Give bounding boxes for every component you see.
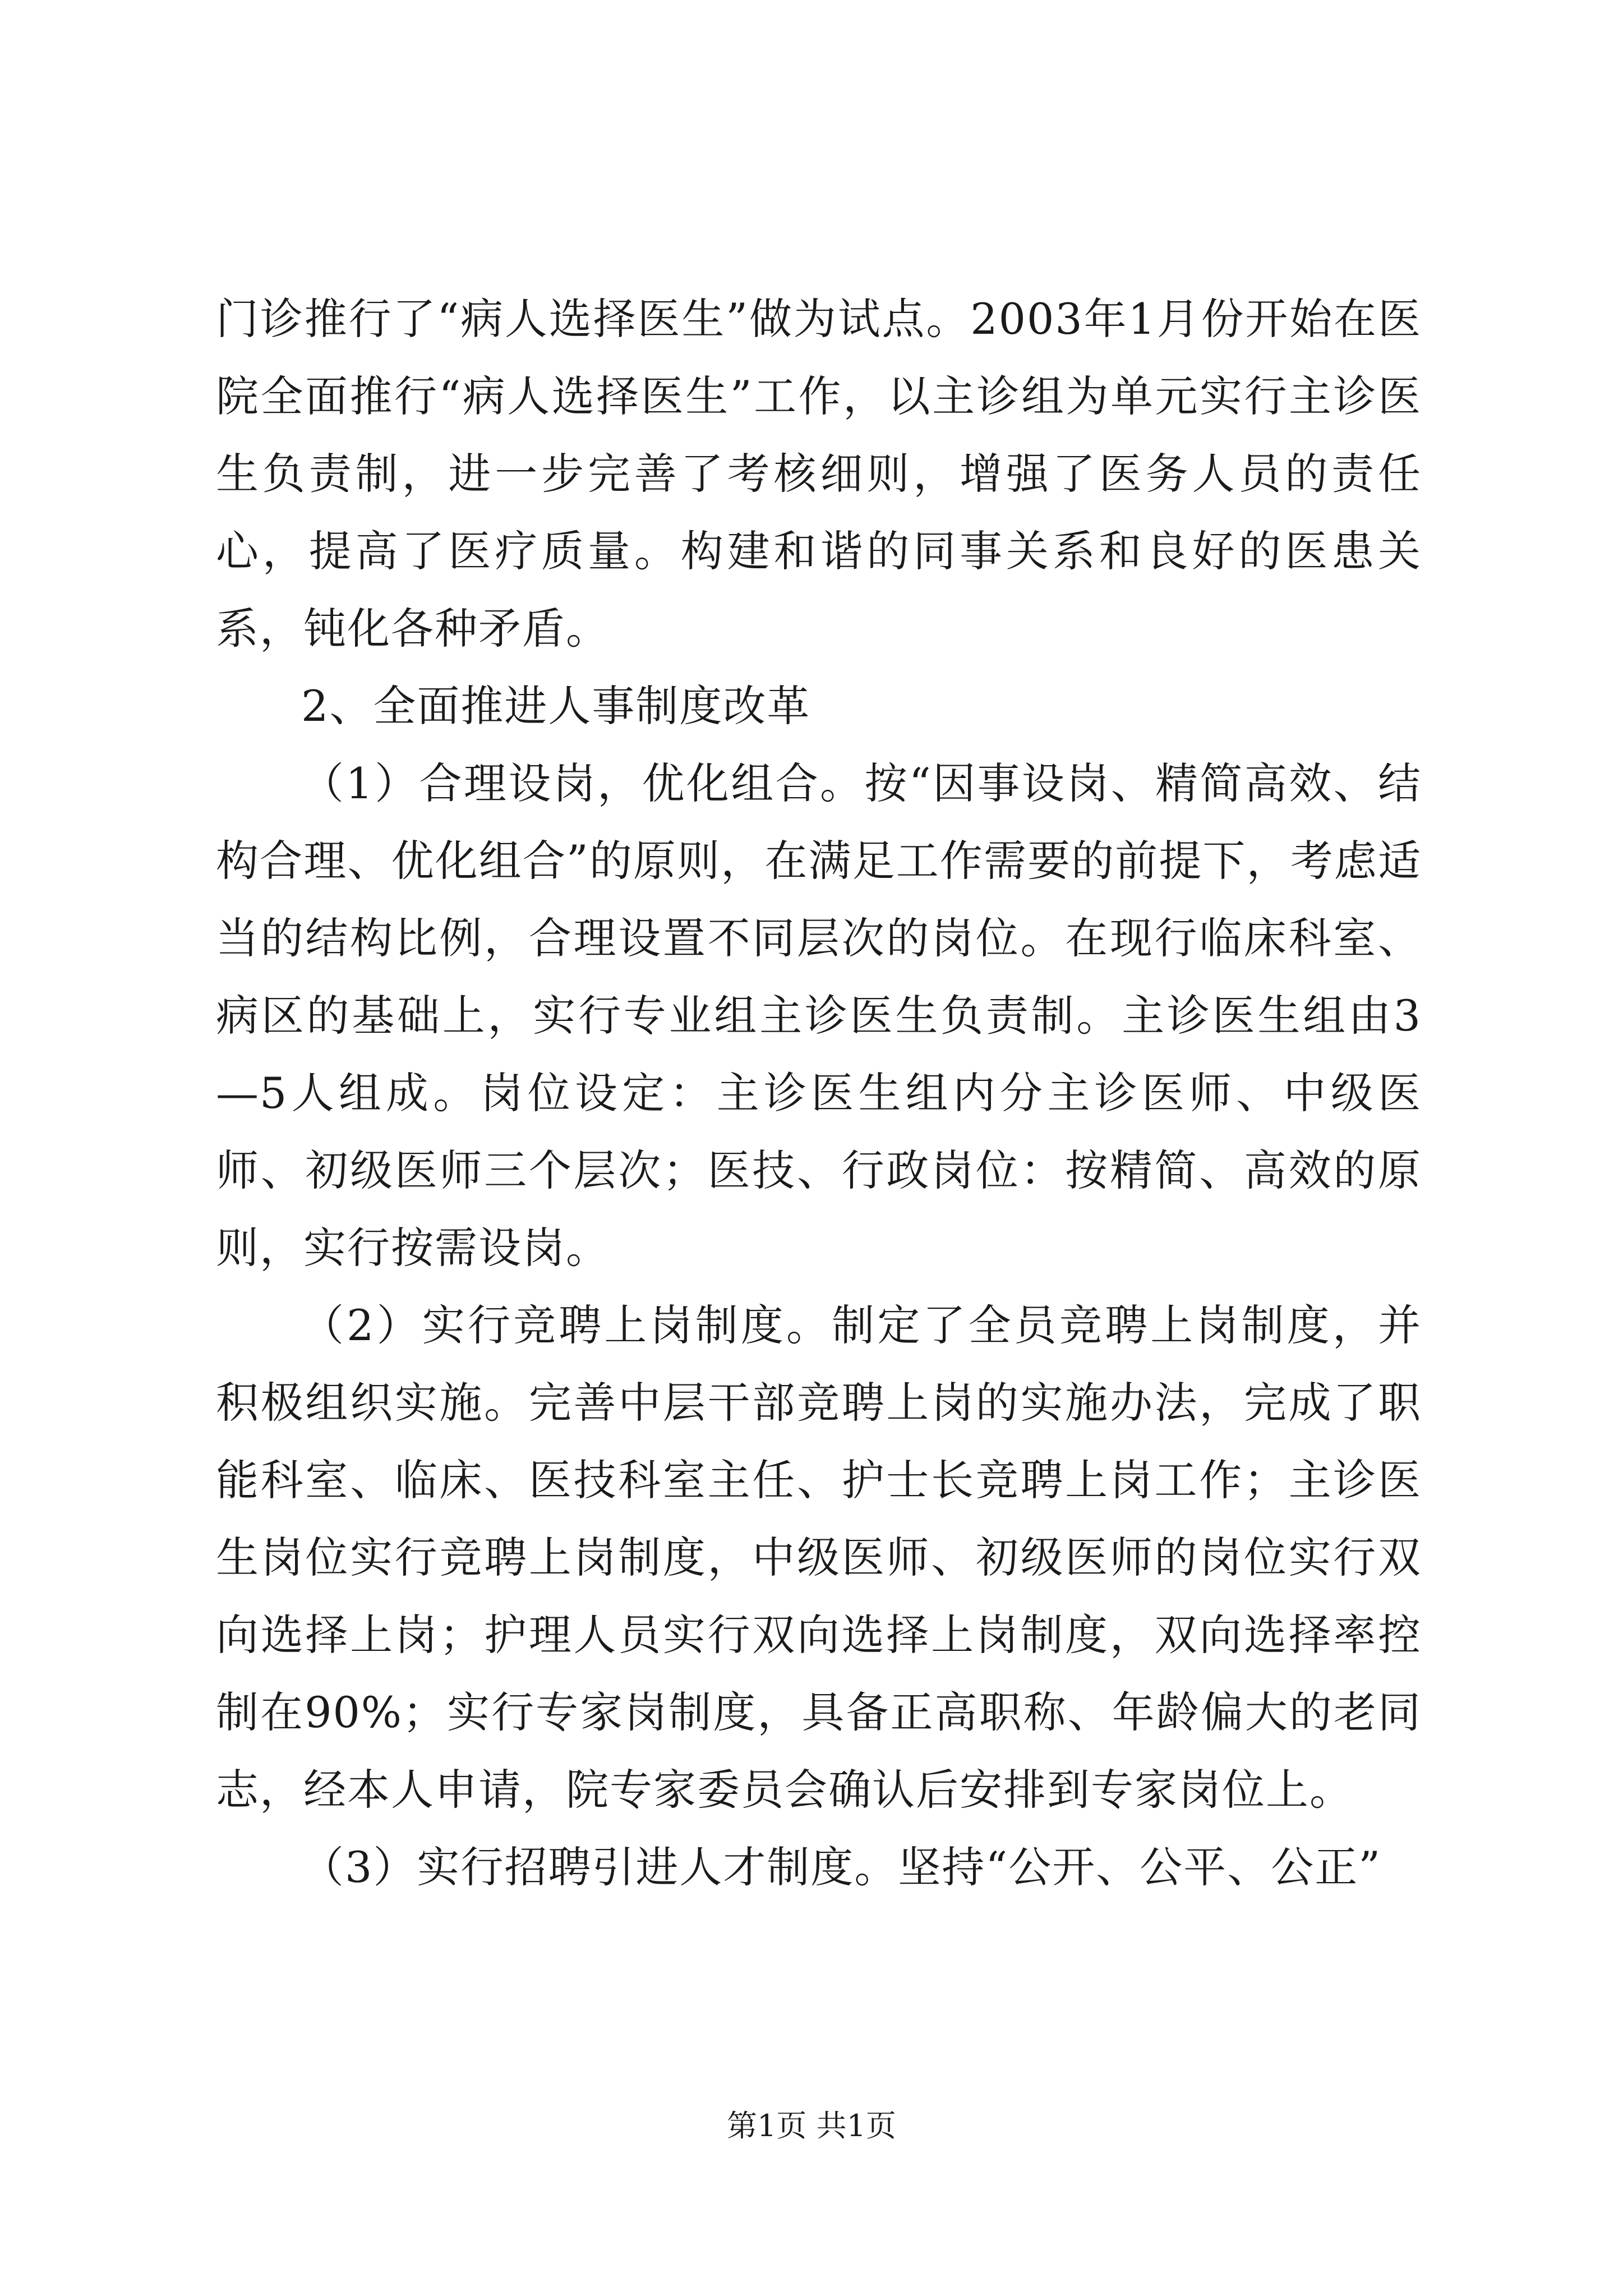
page-footer: 第1页 共1页 [727,2108,896,2143]
body-paragraph: （2）实行竞聘上岗制度。制定了全员竞聘上岗制度，并积极组织实施。完善中层干部竞聘上岗的实施办法，完成了职能科室、临床、医技科室主任、护士长竞聘上岗工作；主诊医生岗位实行竞聘上岗制度，中级医师、初级医师的岗位实行双向选择上岗；护理人员实行双向选择上岗制度，双向选择率控制在90%；实行专家岗制度，具备正高职称、年龄偏大的老同志，经本人申请，院专家委员会确认后安排到专家岗位上。 [216,1300,1422,1815]
body-paragraph: 门诊推行了“病人选择医生”做为试点。2003年1月份开始在医院全面推行“病人选择医生”工作，以主诊组为单元实行主诊医生负责制，进一步完善了考核细则，增强了医务人员的责任心，提高了医疗质量。构建和谐的同事关系和良好的医患关系，钝化各种矛盾。 [216,294,1422,654]
section-heading: 2、全面推进人事制度改革 [301,681,811,731]
body-paragraph: （3）实行招聘引进人才制度。坚持“公开、公平、公正” [301,1842,1382,1892]
body-paragraph: （1）合理设岗，优化组合。按“因事设岗、精简高效、结构合理、优化组合”的原则，在满足工作需要的前提下，考虑适当的结构比例，合理设置不同层次的岗位。在现行临床科室、病区的基础上，实行专业组主诊医生负责制。主诊医生组由3—5人组成。岗位设定：主诊医生组内分主诊医师、中级医师、初级医师三个层次；医技、行政岗位：按精简、高效的原则，实行按需设岗。 [216,758,1422,1273]
document-body [216,280,1422,1906]
